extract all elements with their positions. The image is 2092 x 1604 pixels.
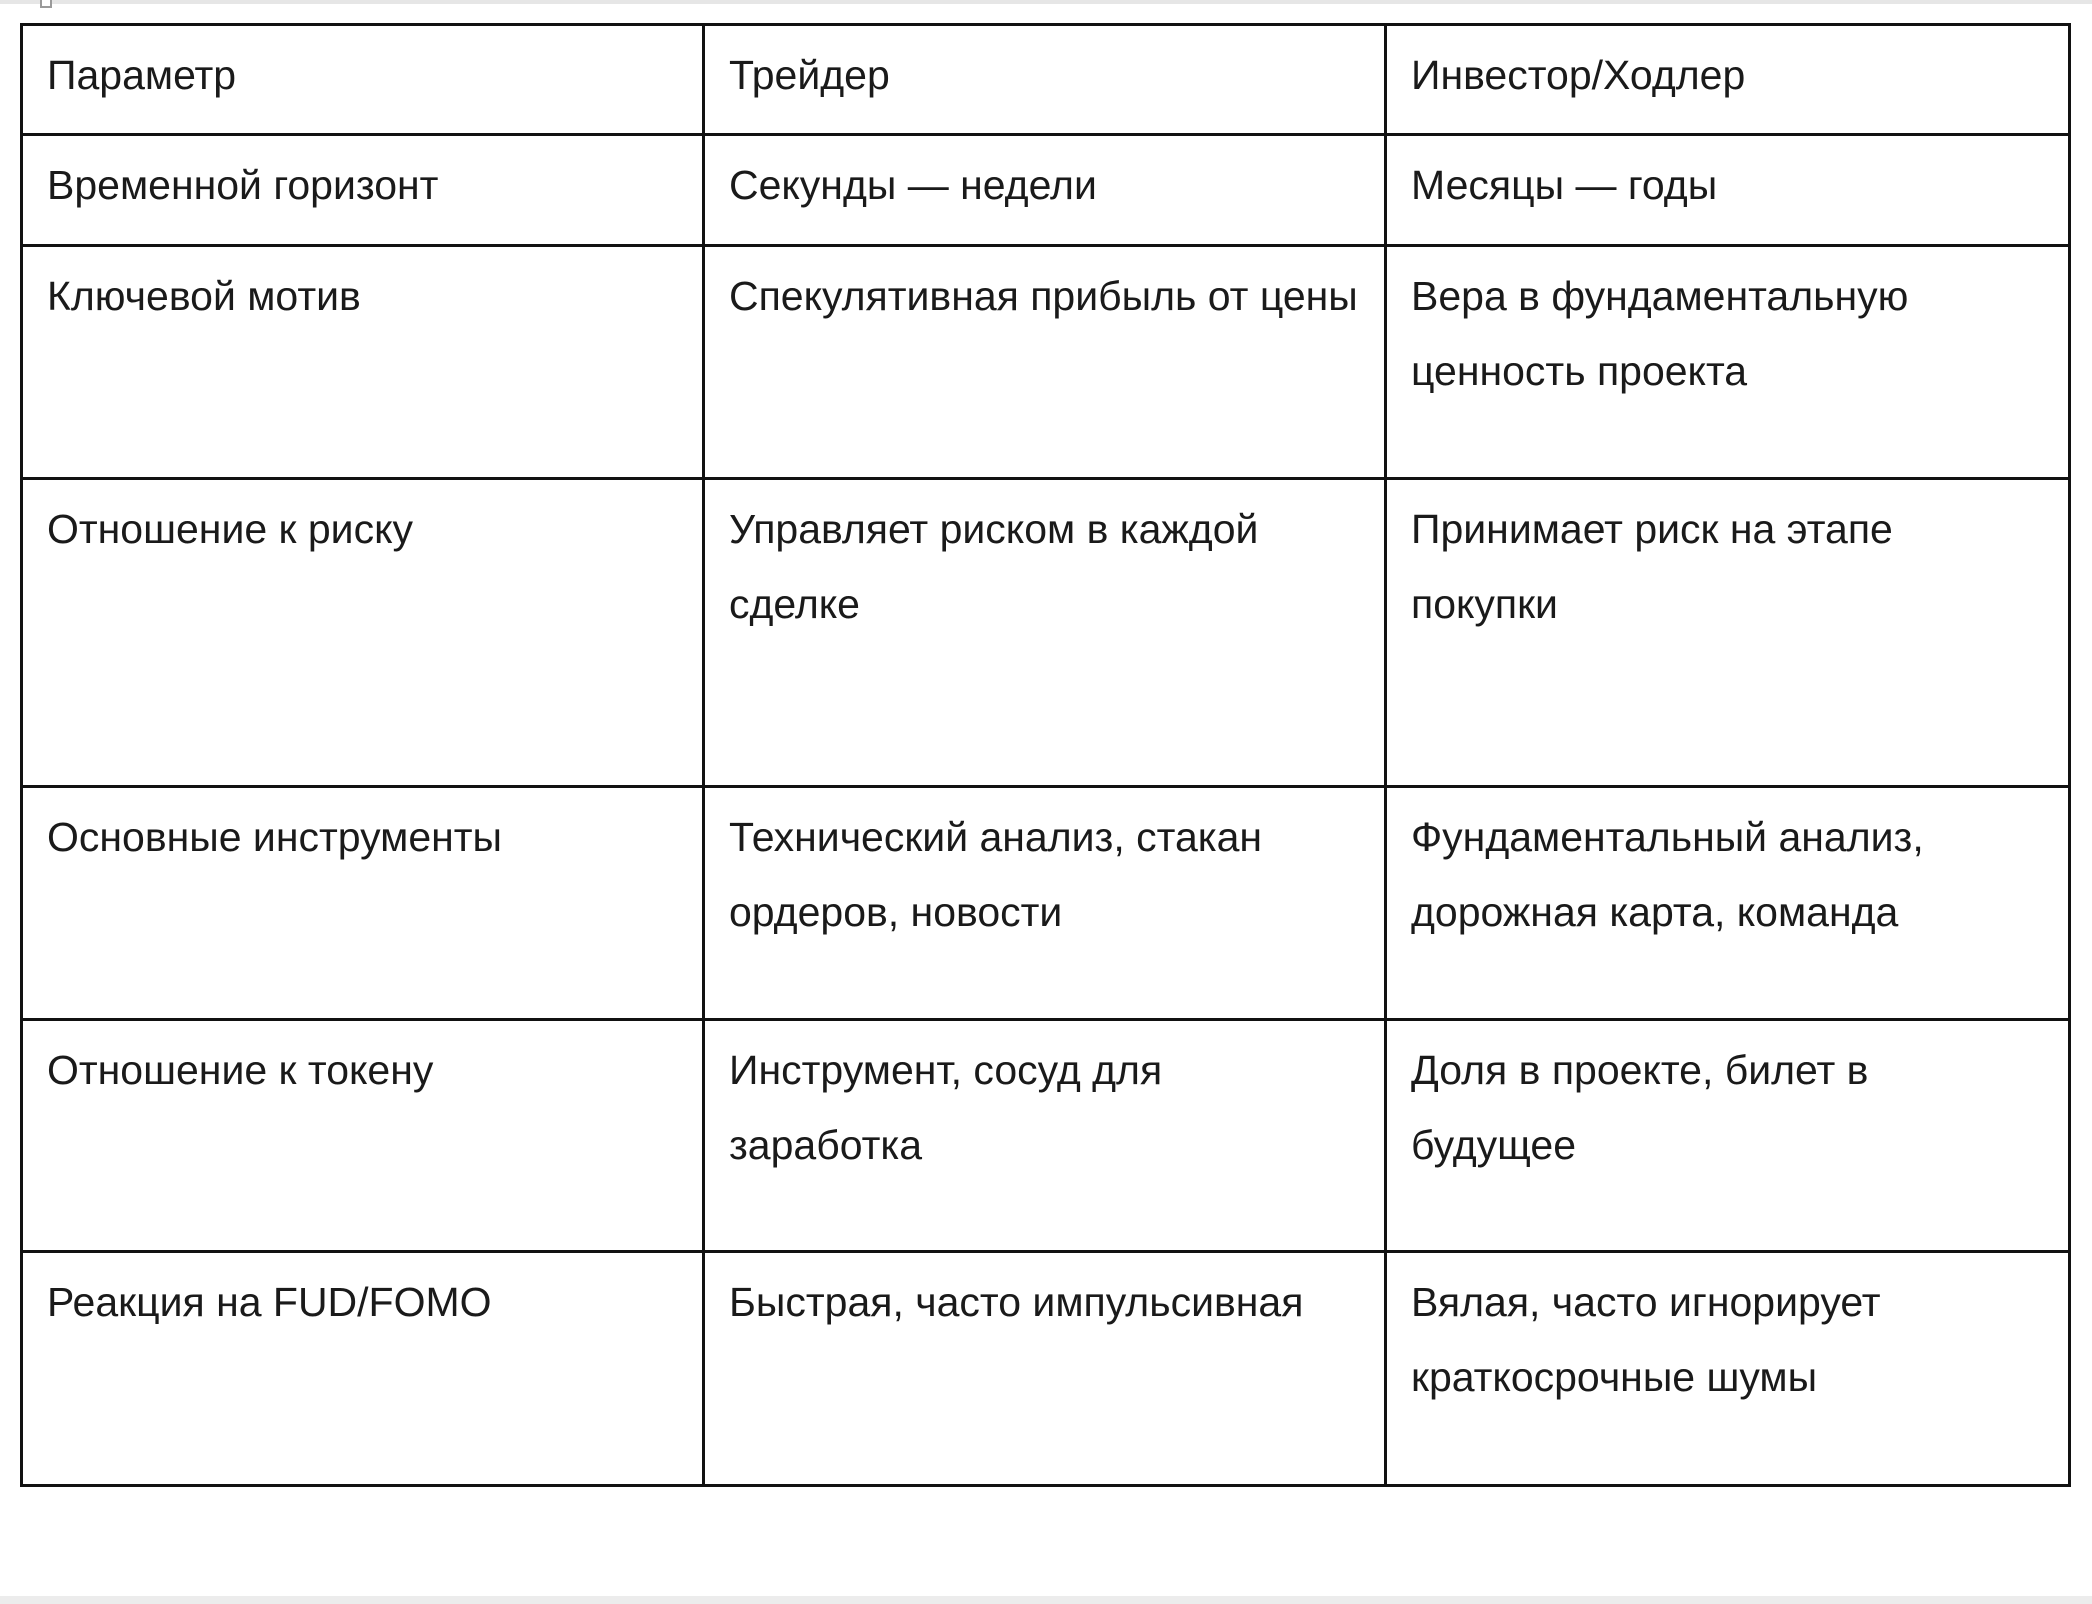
table-row <box>22 135 2070 246</box>
table-cell[interactable]: Вялая, часто игнорирует краткосрочные шумы <box>1386 1252 2070 1486</box>
table-cell[interactable]: Отношение к токену <box>22 1020 704 1252</box>
header-cell-parameter[interactable]: Параметр <box>22 25 704 135</box>
table-cell[interactable]: Доля в проекте, билет в будущее <box>1386 1020 2070 1252</box>
table-cell[interactable]: Месяцы — годы <box>1386 135 2070 246</box>
page-edge-top <box>0 0 2092 4</box>
page-edge-bottom <box>0 1596 2092 1604</box>
table-cell[interactable]: Принимает риск на этапе покупки <box>1386 479 2070 787</box>
comparison-table <box>20 23 2071 1487</box>
table-header-row <box>22 25 2070 135</box>
table-cell[interactable]: Ключевой мотив <box>22 246 704 479</box>
header-cell-trader[interactable]: Трейдер <box>704 25 1386 135</box>
table-cell[interactable]: Управляет риском в каждой сделке <box>704 479 1386 787</box>
table-row <box>22 1020 2070 1252</box>
table-cell[interactable]: Вера в фундаментальную ценность проекта <box>1386 246 2070 479</box>
table-cell[interactable]: Спекулятивная прибыль от цены <box>704 246 1386 479</box>
table-move-handle-icon[interactable] <box>40 0 52 8</box>
table-cell[interactable]: Временной горизонт <box>22 135 704 246</box>
table-cell[interactable]: Быстрая, часто импульсивная <box>704 1252 1386 1486</box>
table-row <box>22 1252 2070 1486</box>
table-cell[interactable]: Секунды — недели <box>704 135 1386 246</box>
header-cell-investor[interactable]: Инвестор/Ходлер <box>1386 25 2070 135</box>
table-cell[interactable]: Фундаментальный анализ, дорожная карта, команда <box>1386 787 2070 1020</box>
table-cell[interactable]: Реакция на FUD/FOMO <box>22 1252 704 1486</box>
table-cell[interactable]: Отношение к риску <box>22 479 704 787</box>
table-cell[interactable]: Технический анализ, стакан ордеров, новости <box>704 787 1386 1020</box>
table-cell[interactable]: Основные инструменты <box>22 787 704 1020</box>
table-row <box>22 479 2070 787</box>
table-row <box>22 246 2070 479</box>
table-row <box>22 787 2070 1020</box>
table-cell[interactable]: Инструмент, сосуд для заработка <box>704 1020 1386 1252</box>
